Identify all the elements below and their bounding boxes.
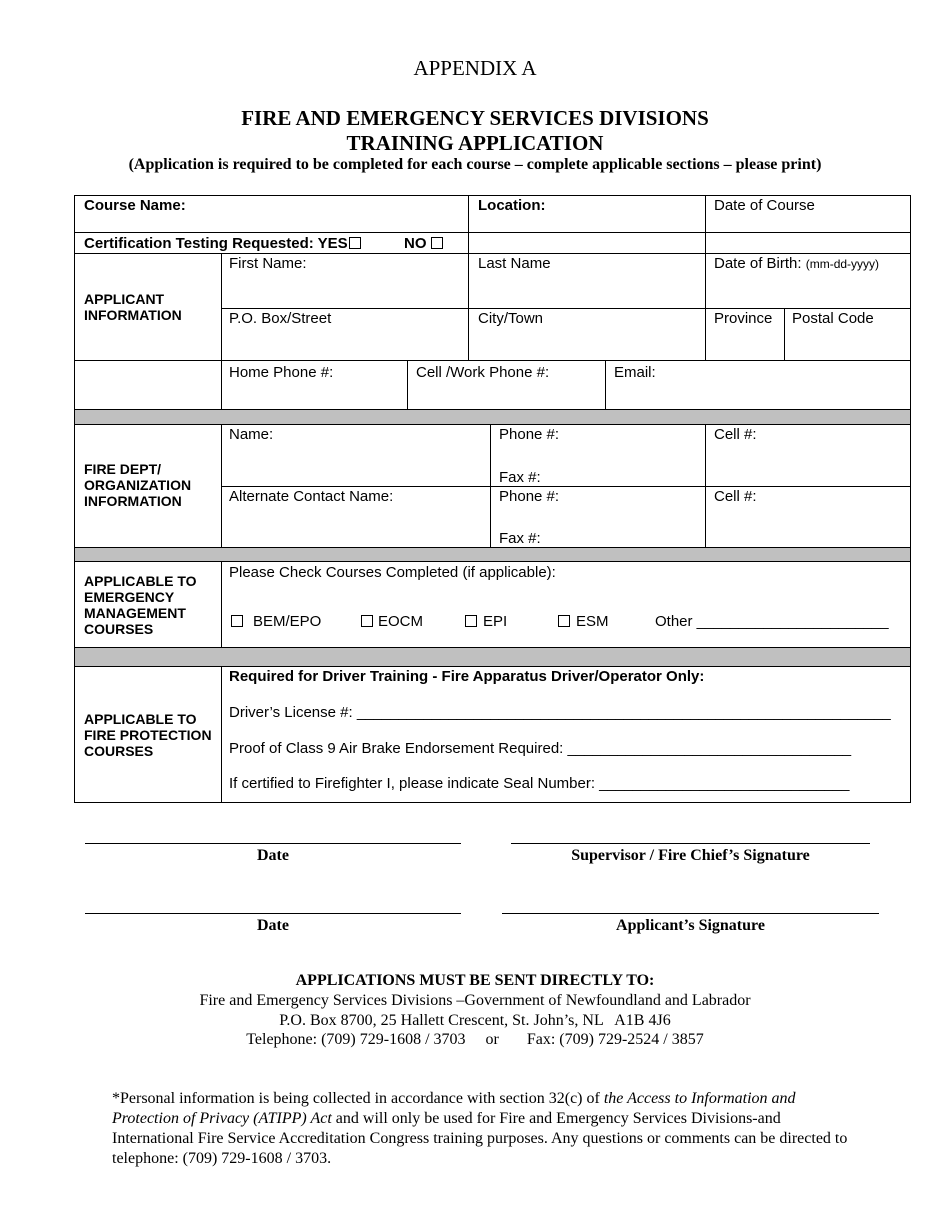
eocm-checkbox[interactable] [361,615,373,627]
alternate-cell-field[interactable]: Cell #: [714,488,757,505]
po-box-field[interactable]: P.O. Box/Street [229,310,332,327]
driver-training-heading: Required for Driver Training - Fire Apparatus Driver/Operator Only: [229,668,705,685]
alternate-phone-field[interactable]: Phone #: [499,488,560,505]
org-fax-field[interactable]: Fax #: [499,469,541,486]
form-title-line2: TRAINING APPLICATION [346,131,604,155]
no-checkbox[interactable] [431,237,443,249]
send-to-address: P.O. Box 8700, 25 Hallett Crescent, St. John’s, NL A1B 4J6 [279,1012,671,1029]
email-field[interactable]: Email: [614,364,656,381]
applicant-section-label: APPLICANT INFORMATION [84,291,182,323]
location-label: Location: [478,197,546,214]
send-to-heading: APPLICATIONS MUST BE SENT DIRECTLY TO: [295,972,655,989]
date-of-birth-field[interactable] [714,255,879,272]
supervisor-date-line[interactable] [85,843,461,844]
certification-testing-label: Certification Testing Requested: YES [84,235,371,252]
course-option-bem-epo[interactable]: BEM/EPO [231,613,321,630]
send-to-phone-fax: Telephone: (709) 729-1608 / 3703 or Fax: (709) 729-2524 / 3857 [246,1031,704,1048]
applicant-date-label: Date [257,917,289,934]
date-of-birth-label: Date of Birth: [714,255,802,272]
date-of-course-label: Date of Course [714,197,815,214]
course-option-eocm[interactable]: EOCM [361,613,423,630]
fire-dept-section-label: FIRE DEPT/ ORGANIZATION INFORMATION [84,461,192,509]
city-town-field[interactable]: City/Town [478,310,544,327]
send-to-organization: Fire and Emergency Services Divisions –Government of Newfoundland and Labrador [199,992,751,1009]
date-of-birth-format: (mm-dd-yyyy) [805,257,880,271]
epi-checkbox[interactable] [465,615,477,627]
cell-work-phone-field[interactable]: Cell /Work Phone #: [416,364,550,381]
alternate-fax-field[interactable]: Fax #: [499,530,541,547]
drivers-license-field[interactable]: Driver’s License #: ________________________________________________________________ [229,704,891,721]
org-name-field[interactable]: Name: [229,426,274,443]
courses-completed-instruction: Please Check Courses Completed (if applicable): [229,564,556,581]
seal-number-field[interactable]: If certified to Firefighter I, please indicate Seal Number: ______________________________ [229,775,850,792]
applicant-signature-label: Applicant’s Signature [616,917,765,934]
org-phone-field[interactable]: Phone #: [499,426,560,443]
first-name-field[interactable]: First Name: [229,255,307,272]
form-title-line1: FIRE AND EMERGENCY SERVICES DIVISIONS [241,106,709,130]
form-subtitle: (Application is required to be completed for each course – complete applicable sections – please print) [128,156,822,173]
appendix-label: APPENDIX A [413,56,537,80]
course-option-epi[interactable]: EPI [465,613,507,630]
postal-code-field[interactable]: Postal Code [792,310,874,327]
applicant-signature-line[interactable] [502,913,879,914]
no-option: NO [404,235,453,252]
bem-epo-checkbox[interactable] [231,615,243,627]
fire-protection-section-label: APPLICABLE TO FIRE PROTECTION COURSES [84,711,212,759]
last-name-field[interactable]: Last Name [478,255,551,272]
home-phone-field[interactable]: Home Phone #: [229,364,334,381]
emergency-management-section-label: APPLICABLE TO EMERGENCY MANAGEMENT COURSES [84,573,197,637]
air-brake-endorsement-field[interactable]: Proof of Class 9 Air Brake Endorsement Required: __________________________________ [229,740,852,757]
other-course-field[interactable]: Other _______________________ [655,613,889,630]
yes-checkbox[interactable] [349,237,361,249]
org-cell-field[interactable]: Cell #: [714,426,757,443]
course-option-esm[interactable]: ESM [558,613,609,630]
course-name-label: Course Name: [84,197,186,214]
supervisor-signature-label: Supervisor / Fire Chief’s Signature [571,847,810,864]
applicant-date-line[interactable] [85,913,461,914]
esm-checkbox[interactable] [558,615,570,627]
supervisor-date-label: Date [257,847,289,864]
supervisor-signature-line[interactable] [511,843,870,844]
alternate-contact-name-field[interactable]: Alternate Contact Name: [229,488,394,505]
privacy-notice: *Personal information is being collected in accordance with section 32(c) of the Access to Information and Protection of Privacy (ATIPP) Act and will only be used for Fire and Emergency Services Divisions-and International Fire Service Accreditation Congress training purposes. Any questions or comments can be directed to telephone: (709) 729-1608 / 3703. [112,1090,848,1167]
province-field[interactable]: Province [714,310,773,327]
